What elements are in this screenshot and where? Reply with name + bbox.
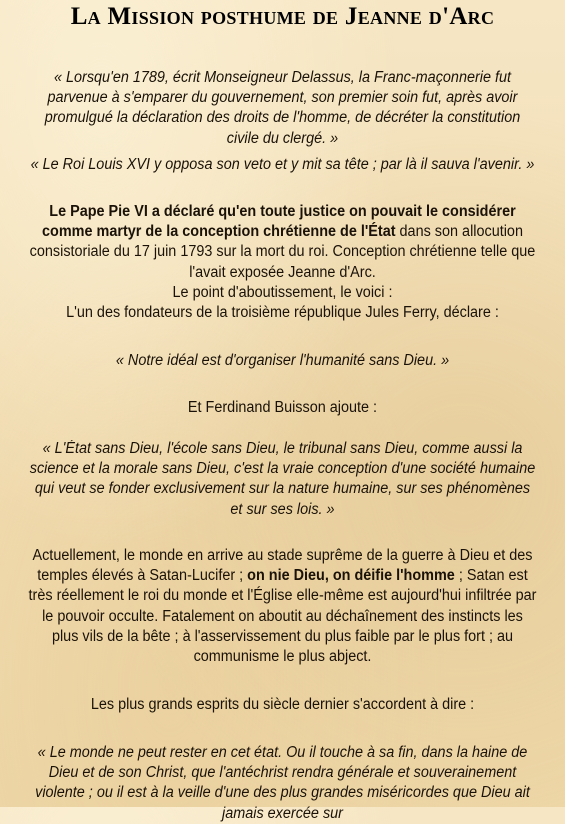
quote-monde: « Le monde ne peut rester en cet état. Ou il touche à sa fin, dans la haine de Dieu et de son Christ, que l'antéchrist rendra générale et souverainement violente ; ou il est à la veille d'une des plus grandes miséricordes que Dieu ait jamais exercée sur bbox=[35, 744, 530, 822]
paragraph-pie-vi bbox=[27, 202, 538, 323]
quote-delassus: « Lorsqu'en 1789, écrit Monseigneur Delassus, la Franc-maçonnerie fut parvenue à s'emparer du gouvernement, son premier soin fut, après avoir promulgué la déclaration des droits de l'homme, de décréter la constitution civile du clergé. » bbox=[44, 69, 521, 147]
paragraph-pie-vi-rest: dans son allocution consistoriale du 17 juin 1793 sur la mort du roi. Conception chrétienne telle que l'avait exposée Jeanne d'Arc. bbox=[29, 223, 536, 281]
quote-louis-xvi: « Le Roi Louis XVI y opposa son veto et y mit sa tête ; par là il sauva l'avenir. » bbox=[30, 156, 535, 173]
paragraph-actuellement-end: ; Satan est très réellement le roi du monde et l'Église elle-même est aujourd'hui infiltrée par le pouvoir occulte. Fatalement on aboutit au déchaînement des instincts les plus vils de la bête ; à l'asservissement du plus faible par le plus fort ; au communisme le plus abject. bbox=[28, 567, 537, 666]
paragraph-aboutissement: Le point d'aboutissement, le voici : bbox=[172, 283, 393, 301]
quote-jules-ferry: « Notre idéal est d'organiser l'humanité sans Dieu. » bbox=[115, 352, 450, 369]
line-grands-esprits: Les plus grands esprits du siècle dernier s'accordent à dire : bbox=[90, 696, 475, 713]
paragraph-actuellement-bold: on nie Dieu, on déifie l'homme bbox=[247, 567, 455, 585]
paragraph-jules-ferry: L'un des fondateurs de la troisième république Jules Ferry, déclare : bbox=[66, 304, 499, 322]
page-title: La Mission posthume de Jeanne d'Arc bbox=[70, 3, 495, 30]
paragraph-actuellement bbox=[27, 546, 538, 667]
quote-buisson: « L'État sans Dieu, l'école sans Dieu, le tribunal sans Dieu, comme aussi la science et la morale sans Dieu, c'est la vraie conception d'une société humaine qui veut se fonder exclusivement sur la nature humaine, sur ses phénomènes et sur ses lois. » bbox=[29, 440, 536, 518]
paragraph-pie-vi-bold: Le Pape Pie VI a déclaré qu'en toute justice on pouvait le considérer comme martyr de la conception chrétienne de l'État bbox=[42, 203, 516, 241]
line-buisson: Et Ferdinand Buisson ajoute : bbox=[187, 399, 378, 416]
paragraph-actuellement-start: Actuellement, le monde en arrive au stade suprême de la guerre à Dieu et des temples élevés à Satan-Lucifer ; bbox=[32, 547, 533, 585]
